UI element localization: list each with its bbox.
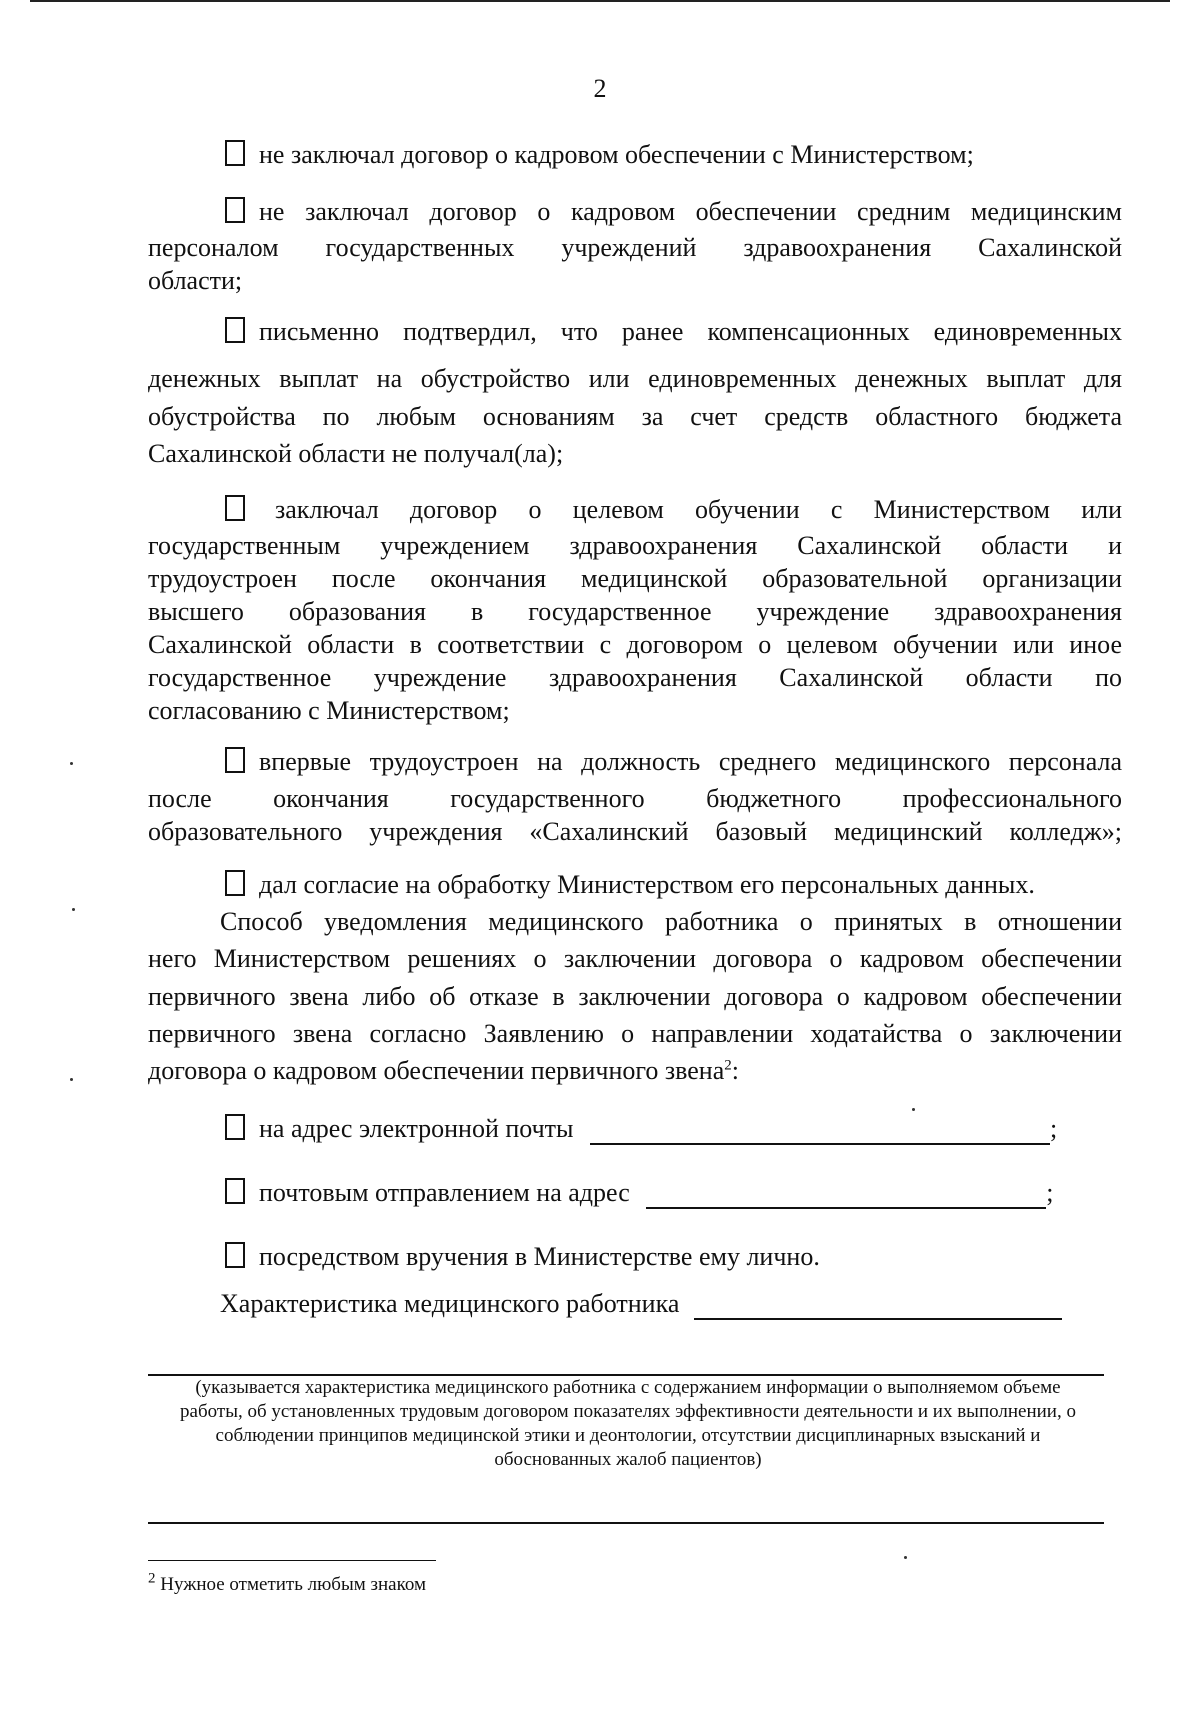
checkbox[interactable] — [225, 197, 245, 223]
option-post — [225, 1176, 1053, 1209]
checkbox[interactable] — [225, 140, 245, 166]
footnote-mark: 2 — [148, 1570, 156, 1587]
footnote-separator — [148, 1560, 436, 1561]
item-text-line: трудоустроен после окончания медицинской образовательной организации — [148, 564, 1122, 593]
notification-line-last — [148, 1054, 1122, 1087]
item-2 — [225, 195, 1122, 228]
option-email — [225, 1112, 1057, 1145]
characteristic-note: работы, об установленных трудовым договором показателях эффективности деятельности и их выполнении, о — [180, 1401, 1076, 1422]
email-field[interactable] — [590, 1119, 1050, 1145]
top-border — [30, 0, 1170, 2]
footnote-ref: 2 — [724, 1057, 732, 1074]
item-text-line: согласованию с Министерством; — [148, 696, 510, 725]
checkbox[interactable] — [225, 317, 245, 343]
item-text: дал согласие на обработку Министерством его персональных данных. — [259, 870, 1035, 899]
footnote-text: Нужное отметить любым знаком — [160, 1574, 427, 1595]
scan-speck — [904, 1556, 907, 1559]
scan-speck — [72, 908, 75, 911]
option-label: посредством вручения в Министерстве ему лично. — [259, 1242, 820, 1271]
option-end: ; — [1046, 1178, 1054, 1207]
notification-line: первичного звена согласно Заявлению о направлении ходатайства о заключении — [148, 1019, 1122, 1048]
item-5 — [225, 745, 1122, 778]
item-text-line: Сахалинской области в соответствии с договором о целевом обучении или иное — [148, 630, 1122, 659]
checkbox[interactable] — [225, 747, 245, 773]
item-text: не заключал договор о кадровом обеспечении с Министерством; — [259, 140, 974, 169]
item-text-line: государственное учреждение здравоохранения Сахалинской области по — [148, 663, 1122, 692]
notification-text: договора о кадровом обеспечении первичного звена — [148, 1056, 725, 1085]
option-personal — [225, 1240, 820, 1273]
item-1 — [225, 138, 974, 171]
address-field[interactable] — [646, 1183, 1046, 1209]
option-label: на адрес электронной почты — [259, 1114, 574, 1143]
item-text: письменно подтвердил, что ранее компенсационных единовременных — [259, 317, 1122, 346]
item-4 — [225, 493, 1122, 526]
characteristic-row — [220, 1287, 1062, 1320]
checkbox[interactable] — [225, 1114, 245, 1140]
checkbox[interactable] — [225, 1178, 245, 1204]
item-3 — [225, 315, 1122, 348]
characteristic-note: обоснованных жалоб пациентов) — [494, 1449, 762, 1470]
item-text: не заключал договор о кадровом обеспечении средним медицинским — [259, 197, 1122, 226]
option-label: почтовым отправлением на адрес — [259, 1178, 630, 1207]
checkbox[interactable] — [225, 1242, 245, 1268]
characteristic-note: (указывается характеристика медицинского работника с содержанием информации о выполняемом объеме — [195, 1377, 1061, 1398]
notification-paragraph: Способ уведомления медицинского работника о принятых в отношении — [220, 907, 1122, 936]
item-text-line: персоналом государственных учреждений здравоохранения Сахалинской — [148, 233, 1122, 262]
option-end: ; — [1050, 1114, 1058, 1143]
item-6 — [225, 868, 1035, 901]
item-text-line: области; — [148, 266, 243, 295]
characteristic-label: Характеристика медицинского работника — [220, 1289, 680, 1318]
item-text: впервые трудоустроен на должность среднего медицинского персонала — [259, 747, 1122, 776]
checkbox[interactable] — [225, 870, 245, 896]
item-text-line: денежных выплат на обустройство или единовременных денежных выплат для — [148, 364, 1122, 393]
item-text-line: государственным учреждением здравоохранения Сахалинской области и — [148, 531, 1122, 560]
item-text-line: после окончания государственного бюджетного профессионального — [148, 784, 1122, 813]
item-text-line: образовательного учреждения «Сахалинский базовый медицинский колледж»; — [148, 817, 1122, 846]
item-text-line: высшего образования в государственное учреждение здравоохранения — [148, 597, 1122, 626]
notification-colon: : — [731, 1056, 739, 1085]
notification-line: первичного звена либо об отказе в заключении договора о кадровом обеспечении — [148, 982, 1122, 1011]
scan-speck — [912, 1108, 915, 1111]
characteristic-field[interactable] — [694, 1294, 1062, 1320]
item-text-line: Сахалинской области не получал(ла); — [148, 439, 564, 468]
footnote — [148, 1570, 427, 1596]
checkbox[interactable] — [225, 495, 245, 521]
notification-line: него Министерством решениях о заключении договора о кадровом обеспечении — [148, 944, 1122, 973]
page-number: 2 — [593, 74, 607, 103]
scan-speck — [70, 1078, 73, 1081]
item-text-line: обустройства по любым основаниям за счет средств областного бюджета — [148, 402, 1122, 431]
characteristic-note: соблюдении принципов медицинской этики и деонтологии, отсутствии дисциплинарных взысканий и — [215, 1425, 1041, 1446]
item-text: заключал договор о целевом обучении с Министерством или — [275, 495, 1122, 524]
scan-speck — [70, 762, 73, 765]
extra-characteristic-line[interactable] — [148, 1522, 1104, 1524]
